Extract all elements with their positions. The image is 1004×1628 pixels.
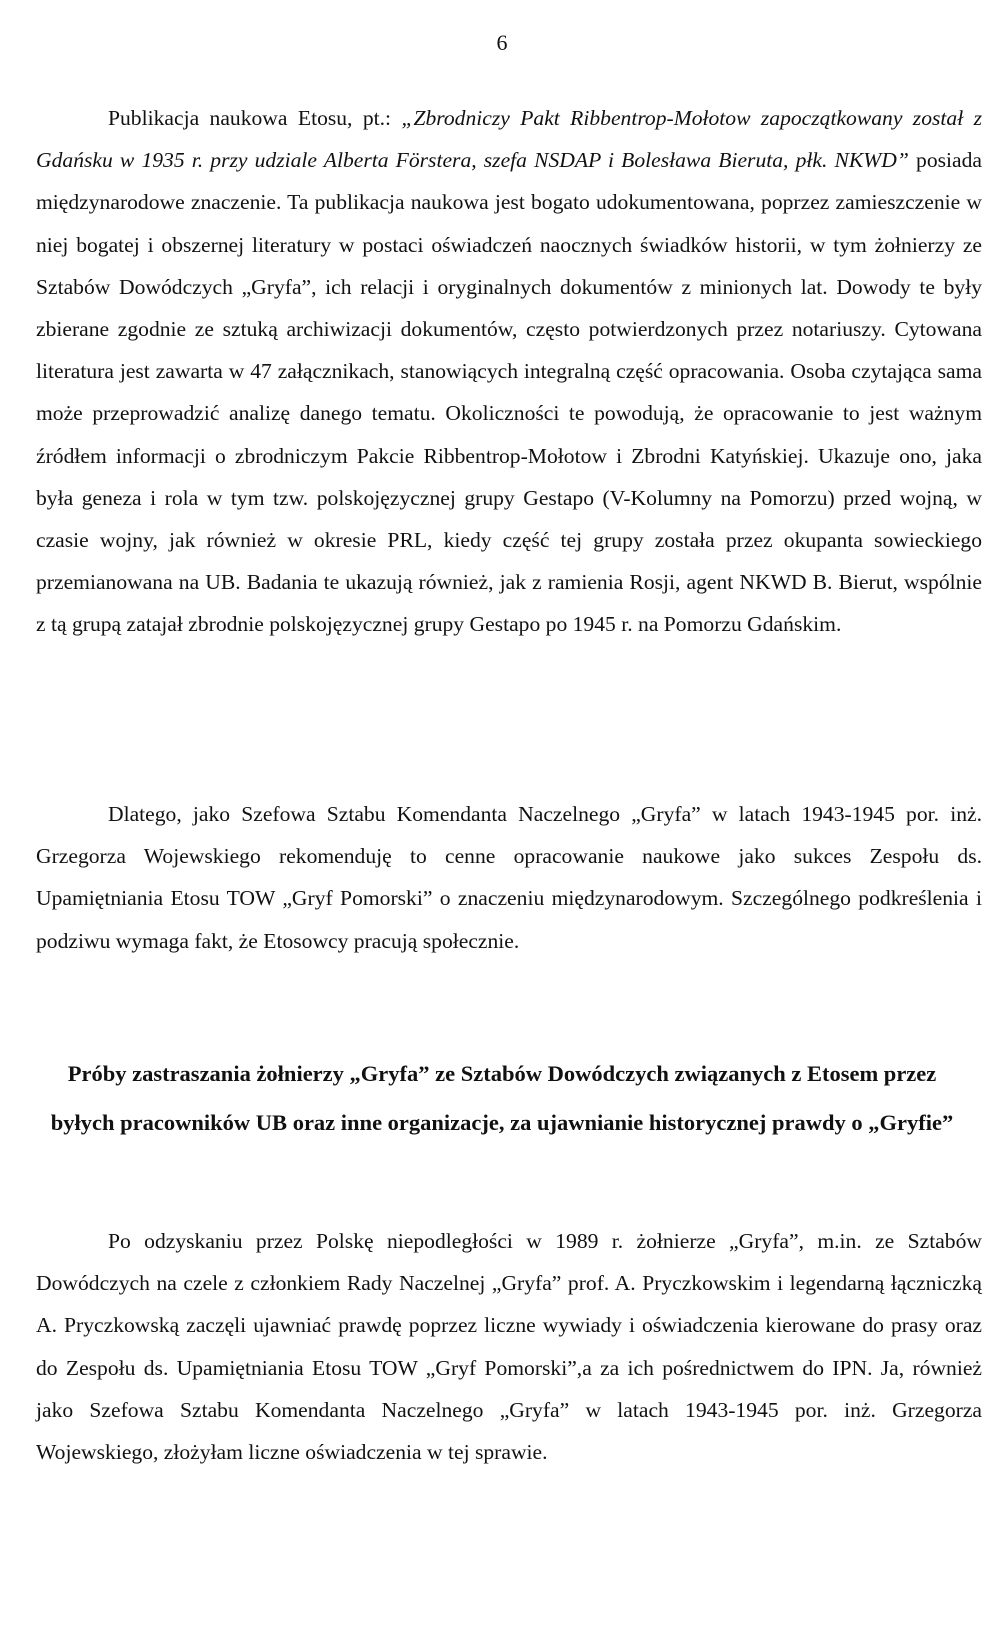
- paragraph-intro-lead: Publikacja naukowa Etosu, pt.:: [108, 106, 402, 130]
- paragraph-intro: [36, 97, 982, 646]
- page-number: 6: [496, 30, 508, 55]
- paragraph-recommendation: [36, 793, 982, 962]
- paragraph-section-body-text: Po odzyskaniu przez Polskę niepodległości w 1989 r. żołnierze „Gryfa”, m.in. ze Sztabów Dowódczych na czele z członkiem Rady Naczelnej „Gryfa” prof. A. Pryczkowskim i legendarną łączniczką A. Pryczkowską zaczęli ujawniać prawdę poprzez liczne wywiady i oświadczenia kierowane do prasy oraz do Zespołu ds. Upamiętniania Etosu TOW „Gryf Pomorski”,a za ich pośrednictwem do IPN. Ja, również jako Szefowa Sztabu Komendanta Naczelnego „Gryfa” w latach 1943-1945 por. inż. Grzegorza Wojewskiego, złożyłam liczne oświadczenia w tej sprawie.: [36, 1229, 982, 1465]
- section-heading: Próby zastraszania żołnierzy „Gryfa” ze Sztabów Dowódczych związanych z Etosem przez byłych pracowników UB oraz inne organizacje, za ujawnianie historycznej prawdy o „Gryfie”: [50, 1061, 954, 1135]
- paragraph-section-body: [36, 1220, 982, 1473]
- paragraph-recommendation-text: Dlatego, jako Szefowa Sztabu Komendanta Naczelnego „Gryfa” w latach 1943-1945 por. inż. Grzegorza Wojewskiego rekomenduję to cenne opracowanie naukowe jako sukces Zespołu ds. Upamiętniania Etosu TOW „Gryf Pomorski” o znaczeniu międzynarodowym. Szczególnego podkreślenia i podziwu wymaga fakt, że Etosowcy pracują społecznie.: [36, 802, 982, 953]
- paragraph-intro-body: posiada międzynarodowe znaczenie. Ta publikacja naukowa jest bogato udokumentowana, poprzez zamieszczenie w niej bogatej i obszernej literatury w postaci oświadczeń naocznych świadków historii, w tym żołnierzy ze Sztabów Dowódczych „Gryfa”, ich relacji i oryginalnych dokumentów z minionych lat. Dowody te były zbierane zgodnie ze sztuką archiwizacji dokumentów, często potwierdzonych przez notariuszy. Cytowana literatura jest zawarta w 47 załącznikach, stanowiących integralną część opracowania. Osoba czytająca sama może przeprowadzić analizę danego tematu. Okoliczności te powodują, że opracowanie to jest ważnym źródłem informacji o zbrodniczym Pakcie Ribbentrop-Mołotow i Zbrodni Katyńskiej. Ukazuje ono, jaka była geneza i rola w tym tzw. polskojęzycznej grupy Gestapo (V-Kolumny na Pomorzu) przed wojną, w czasie wojny, jak również w okresie PRL, kiedy część tej grupy została przez okupanta sowieckiego przemianowana na UB. Badania te ukazują również, jak z ramienia Rosji, agent NKWD B. Bierut, wspólnie z tą grupą zatajał zbrodnie polskojęzycznej grupy Gestapo po 1945 r. na Pomorzu Gdańskim.: [36, 148, 982, 637]
- publication-title: „Zbrodniczy Pakt Ribbentrop-Mołotow zapoczątkowany został z Gdańsku w 1935 r. przy udziale Alberta Förstera, szefa NSDAP i Bolesława Bieruta, płk. NKWD”: [36, 106, 982, 173]
